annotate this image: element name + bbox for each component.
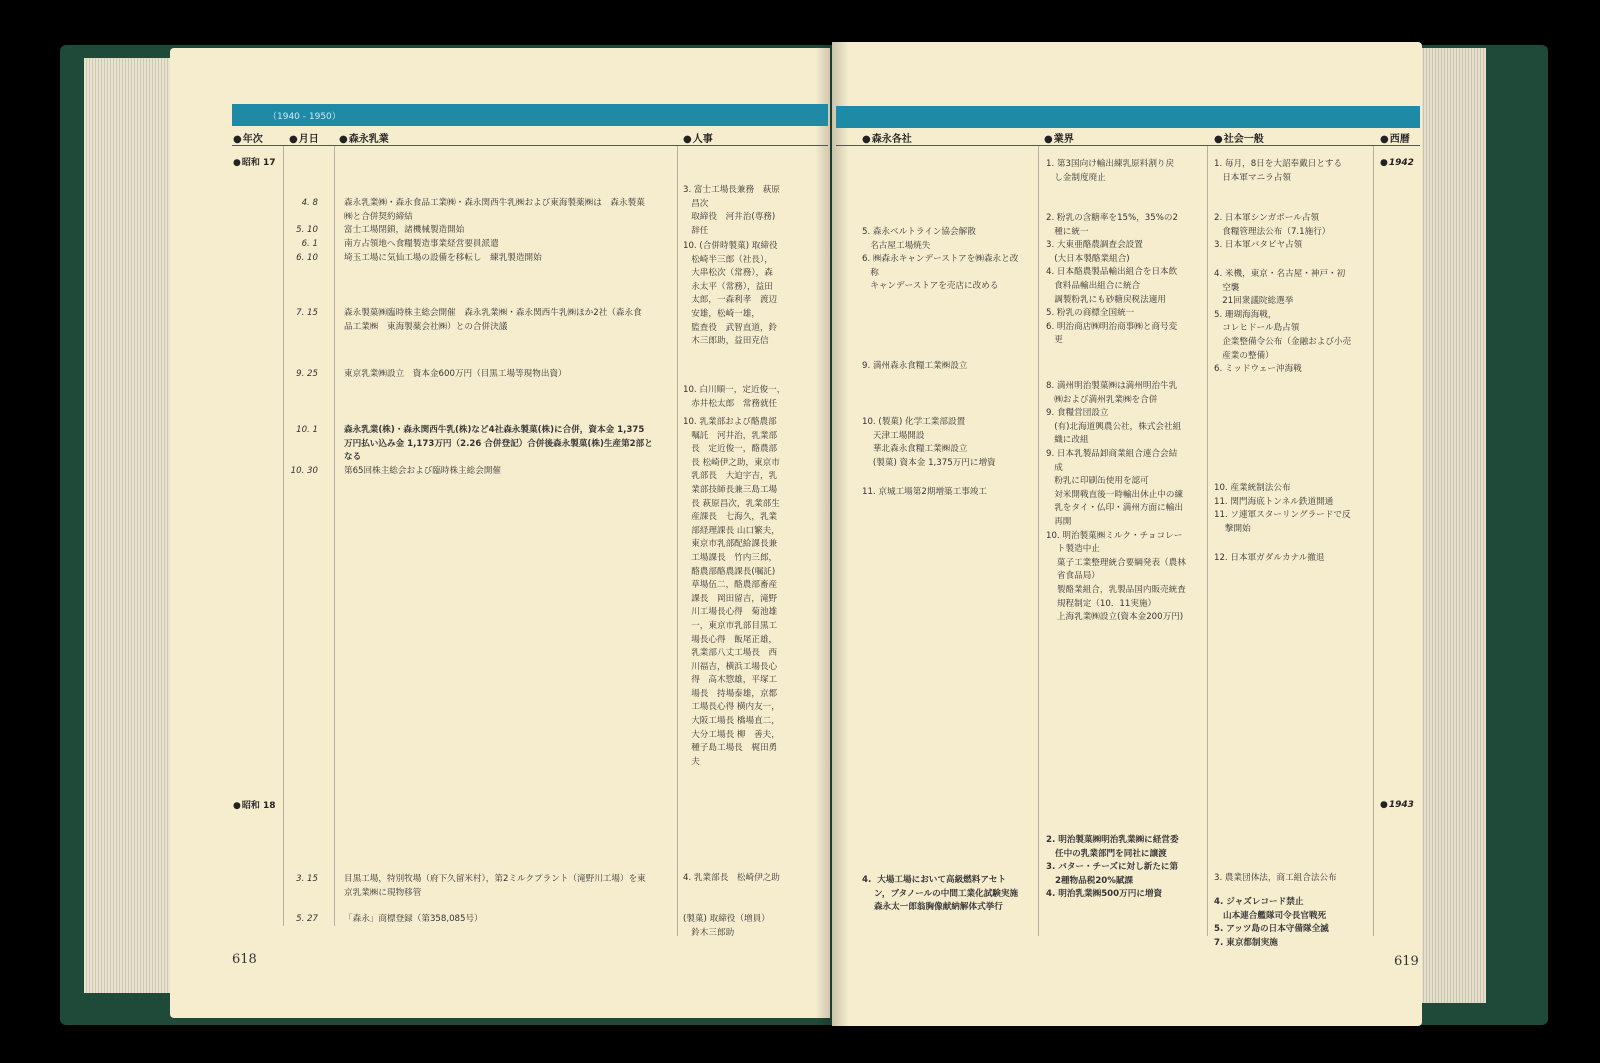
event-text: 南方占領地へ食糧製造事業経営要員派遣 — [344, 239, 499, 249]
event-date: 5. 10 — [296, 225, 318, 235]
society-entry: 1. 毎月，8日を大詔奉戴日とする 日本軍マニラ占領 — [1214, 159, 1343, 183]
event-text: 森永乳業(株)・森永関西牛乳(株)など4社森永製菓(株)に合併，資本金 1,375 万円払い込み金 1,173万円（2.26 合併登記）合併後森永製菓(株)生産第2部と なる — [344, 425, 653, 463]
society-entry: 4. ジャズレコード禁止 山本連合艦隊司令長官戦死 5. アッツ島の日本守備隊全滅 7. 東京都制実施 — [1214, 897, 1329, 948]
event-text: 富士工場閉鎖，諸機械製造開始 — [344, 225, 465, 235]
personnel-entry: 10. (合併時製菓) 取締役 松崎半三郎（社長）， 大串松次（常務），森 永太平（常務），益田 太郎，一森利孝 渡辺 安雄，松崎一雄， 監査役 武智直道，鈴 木三郎助，益田克信 — [683, 241, 778, 347]
personnel-entry: 10. 乳業部および酪農部 嘱託 河井治，乳業部 長 定近俊一，酪農部 長 松崎伊之助，東京市 乳部長 大迫宇吉，乳 業部技師長兼三島工場 長 萩原昌次，乳業部生 産課長 七海久，乳業 部経理課長 山口繁夫， 東京市乳部配給課長兼 工場課長 竹内三郎， 酪農部酪農課長(嘱託) 草場伍二，酪農部畜産 課長 岡田留吉，滝野 川工場長心得 菊池雄 一，東京市乳部目黒工 場長心得 飯尾正雄， 乳業部八丈工場長 西 川福吉，横浜工場長心 得 高木惣雄，平塚工 場長 持場泰雄，京都 工場長心得 横内友一， 大阪工場長 橋場直二， 大分工場長 柳 善夫， 種子島工場長 梶田勇 夫 — [683, 417, 780, 767]
event-text: 東京乳業㈱設立 資本金600万円（目黒工場等現物出資） — [344, 369, 567, 379]
page-edges-right — [1418, 48, 1486, 1003]
event-date: 5. 27 — [296, 914, 318, 924]
page-number-right: 619 — [1394, 954, 1419, 969]
event-date: 3. 15 — [296, 874, 318, 884]
personnel-entry: 10. 白川順一，定近俊一， 赤井松太郎 常務就任 — [683, 385, 786, 409]
affiliate-entry: 10. (製菓) 化学工業部設置 天津工場開設 華北森永食糧工業㈱設立 (製菓) 資本金 1,375万円に増資 — [862, 417, 996, 468]
col-header-date: ● 月日 — [289, 130, 319, 145]
col-sep — [1207, 146, 1208, 936]
society-entry: 10. 産業統制法公布 11. 関門海底トンネル鉄道開通 11. ソ連軍スターリングラードで反 撃開始 — [1214, 483, 1351, 534]
col-header-industry: ● 業界 — [1044, 130, 1074, 145]
col-sep — [1373, 146, 1374, 936]
affiliate-entry: 5. 森永ベルトライン協会解散 名古屋工場焼失 6. ㈱森永キャンデーストアを㈱森永と改 称 キャンデーストアを売店に改める — [862, 227, 1019, 292]
col-header-personnel: ● 人事 — [683, 130, 713, 145]
col-header-morinaga: ● 森永乳業 — [339, 130, 389, 145]
affiliate-entry: 4. 大場工場において高級燃料アセト ン，ブタノールの中間工業化試験実施 森永太一郎翁胸像献納解体式挙行 — [862, 875, 1019, 913]
era-range-label: （1940 - 1950） — [268, 112, 341, 122]
year-1942: ● 1942 — [1380, 158, 1414, 168]
col-sep — [334, 146, 335, 926]
industry-entry: 1. 第3国向け輸出練乳原料割り戻 し金制度廃止 — [1046, 159, 1175, 183]
event-text: 埼玉工場に気仙工場の設備を移転し 練乳製造開始 — [344, 253, 542, 263]
page-number-left: 618 — [232, 952, 257, 967]
col-sep — [1038, 146, 1039, 936]
personnel-entry: 4. 乳業部長 松崎伊之助 — [683, 873, 780, 883]
col-header-affiliates: ● 森永各社 — [862, 130, 912, 145]
event-text: 目黒工場，特別牧場（府下久留米村），第2ミルクプラント（滝野川工場）を東 京乳業㈱に現物移管 — [344, 874, 646, 898]
event-date: 4. 8 — [301, 198, 318, 208]
page-edges-left — [84, 58, 174, 993]
industry-entry: 8. 満州明治製菓㈱は満州明治牛乳 ㈱および満州乳業㈱を合併 9. 食糧営団設立 (有)北海道興農公社，株式会社組 織に改組 9. 日本乳製品卸商業組合連合会結 成 粉乳に印刷缶使用を認可 対米開戦直後一時輸出休止中の練 乳をタイ・仏印・満州方面に輸出 再開 10. 明治製菓㈱ミルク・チョコレー ト製造中止 菓子工業整理統合要綱発表（農林 省食品局） 製酪業組合，乳製品国内販売統査 規程制定（10．11実施） 上海乳業㈱設立(資本金200万円) — [1046, 381, 1186, 623]
event-date: 6. 10 — [296, 253, 318, 263]
society-entry: 12. 日本軍ガダルカナル撤退 — [1214, 553, 1325, 563]
personnel-entry: (製菓) 取締役（増員） 鈴木三郎助 — [683, 914, 770, 938]
col-header-western-year: ● 西暦 — [1380, 130, 1410, 145]
industry-entry: 2. 粉乳の含糖率を15%，35%の2 種に統一 3. 大東亜酪農調査会設置 (大日本製酪業組合) 4. 日本酪農製品輸出組合を日本飲 食料品輸出組合に統合 調製粉乳にも砂糖戻税法適用 5. 粉乳の商標全国統一 6. 明治商店㈱明治商事㈱と商号変 更 — [1046, 213, 1178, 346]
event-date: 6. 1 — [301, 239, 318, 249]
event-date: 9. 25 — [296, 369, 318, 379]
event-date: 10. 1 — [296, 425, 318, 435]
event-date: 10. 30 — [290, 466, 318, 476]
book-gutter — [815, 42, 849, 1026]
left-header-rule — [232, 145, 828, 146]
right-header-rule — [836, 145, 1420, 146]
society-entry: 4. 米機，東京・名古屋・神戸・初 空襲 21回衆議院総選挙 5. 珊瑚海海戦， コレヒドール島占領 企業整備令公布（金融および小売 産業の整備） 6. ミッドウェー沖海戦 — [1214, 269, 1352, 375]
right-header-band — [836, 106, 1420, 128]
affiliate-entry: 9. 満州森永食糧工業㈱設立 — [862, 361, 968, 371]
col-sep — [283, 146, 284, 926]
event-text: 第65回株主総会および臨時株主総会開催 — [344, 466, 502, 476]
event-text: 森永製菓㈱臨時株主総会開催 森永乳業㈱・森永関西牛乳㈱ほか2社（森永食 品工業㈱ 東海製薬会社㈱）との合併決議 — [344, 308, 642, 332]
event-date: 7. 15 — [296, 308, 318, 318]
society-entry: 2. 日本軍シンガポール占領 食糧管理法公布（7.1施行） 3. 日本軍バタビヤ占領 — [1214, 213, 1331, 251]
industry-entry: 2. 明治製菓㈱明治乳業㈱に経営委 任中の乳業部門を同社に譲渡 3. バター・チーズに対し新たに第 2種物品税20%賦課 4. 明治乳業㈱500万円に増資 — [1046, 835, 1179, 900]
year-showa-18: ● 昭和 18 — [233, 798, 276, 811]
society-entry: 3. 農業団体法，商工組合法公布 — [1214, 873, 1337, 883]
event-text: 「森永」商標登録（第358,085号） — [344, 914, 483, 924]
affiliate-entry: 11. 京城工場第2期増築工事竣工 — [862, 487, 987, 497]
year-1943: ● 1943 — [1380, 800, 1414, 810]
personnel-entry: 3. 富士工場長兼務 萩原 昌次 取締役 河井治(専務) 辞任 — [683, 185, 780, 236]
year-showa-17: ● 昭和 17 — [233, 155, 276, 168]
col-header-society: ● 社会一般 — [1214, 130, 1264, 145]
col-sep — [677, 146, 678, 936]
event-text: 森永乳業㈱・森永食品工業㈱・森永関西牛乳㈱および東海製薬㈱は 森永製菓 ㈱と合併契約締結 — [344, 198, 645, 222]
col-header-year: ● 年次 — [233, 130, 263, 145]
